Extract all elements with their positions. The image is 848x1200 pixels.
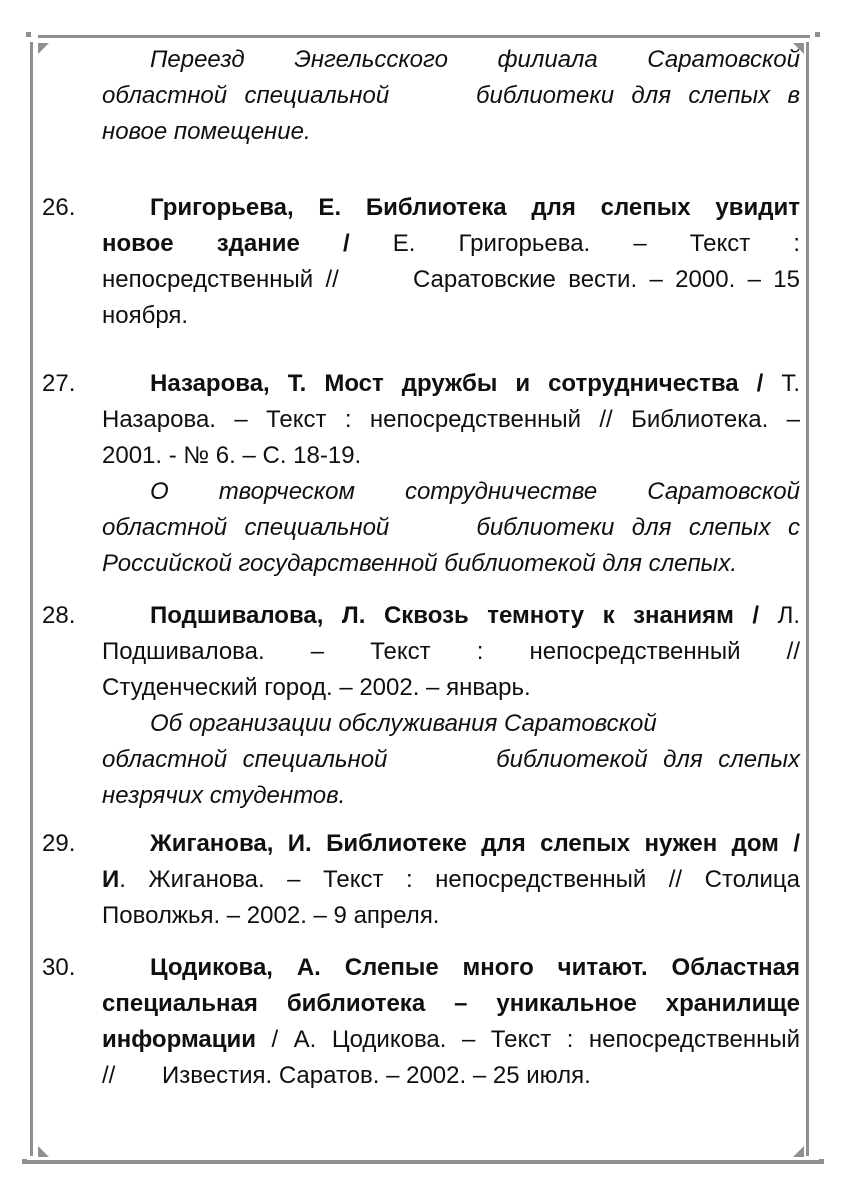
text-segment: непосредственный // Саратовские вести. – 2000. – 15 xyxy=(102,266,800,293)
entry-26-line-2 xyxy=(102,226,800,262)
entry-27-line-6 xyxy=(102,546,800,582)
text-segment: Назарова. – Текст : непосредственный // Библиотека. – xyxy=(102,406,800,433)
bibliography-entry-30 xyxy=(42,950,800,1094)
entry-28-line-6 xyxy=(102,778,800,814)
entry-number: 29. xyxy=(42,830,76,857)
bibliography-entry-27 xyxy=(42,366,800,582)
text-segment: // Известия. Саратов. – 2002. – 25 июля. xyxy=(102,1062,591,1089)
entry-30-line-4 xyxy=(102,1058,800,1094)
bibliography-entry-26 xyxy=(42,190,801,334)
intro-annotation-line-3 xyxy=(102,114,800,150)
entry-number: 26. xyxy=(42,194,76,221)
entry-27-line-3 xyxy=(102,438,800,474)
entry-30-line-2 xyxy=(102,986,800,1022)
text-segment: Е. Григорьева. – Текст : xyxy=(349,230,801,257)
entry-27-line-1 xyxy=(102,366,800,402)
entry-26-line-1 xyxy=(102,190,800,226)
entry-29-line-1 xyxy=(102,826,800,862)
bibliography-entry-29 xyxy=(42,826,800,934)
entry-29-line-3 xyxy=(102,898,800,934)
text-segment: Т. xyxy=(763,370,800,397)
intro-annotation-line-2 xyxy=(102,78,800,114)
border-corner-dot-bottom-left xyxy=(22,1159,27,1164)
entry-28-line-4 xyxy=(102,706,800,742)
text-segment: И xyxy=(102,866,120,893)
text-segment: Григорьева, Е. Библиотека для слепых увидит xyxy=(150,194,800,221)
text-segment: Л. xyxy=(759,602,800,629)
text-segment: Российской государственной библиотекой для слепых. xyxy=(102,550,737,577)
entry-number: 28. xyxy=(42,602,76,629)
text-segment: 2001. - № 6. – С. 18-19. xyxy=(102,442,362,469)
text-segment: Переезд Энгельсского филиала Саратовской xyxy=(150,46,800,73)
entry-number: 27. xyxy=(42,370,76,397)
entry-26-line-4 xyxy=(102,298,800,334)
border-corner-dot-bottom-right xyxy=(819,1159,824,1164)
intro-annotation xyxy=(102,42,800,150)
text-segment: Цодикова, А. Слепые много читают. Областная xyxy=(150,954,800,981)
text-segment: / А. Цодикова. – Текст : непосредственный xyxy=(255,1026,800,1053)
text-segment: Об организации обслуживания Саратовской xyxy=(150,710,657,737)
text-segment: Поволжья. – 2002. – 9 апреля. xyxy=(102,902,440,929)
text-segment: областной специальной библиотеки для слепых в xyxy=(102,82,800,109)
text-segment: областной специальной библиотекой для слепых xyxy=(102,746,800,773)
text-segment: Жиганова, И. Библиотеке для слепых нужен дом / xyxy=(150,830,800,857)
text-segment: новое здание / xyxy=(102,230,350,257)
entry-28-line-2 xyxy=(102,634,800,670)
entry-30-line-3 xyxy=(102,1022,800,1058)
entry-26-line-3 xyxy=(102,262,800,298)
text-segment: новое помещение. xyxy=(102,118,311,145)
text-segment: Подшивалова. – Текст : непосредственный // xyxy=(102,638,800,665)
text-segment: информации xyxy=(102,1026,256,1053)
entry-number: 30. xyxy=(42,954,76,981)
text-segment: . Жиганова. – Текст : непосредственный // Столица xyxy=(119,866,800,893)
text-segment: ноября. xyxy=(102,302,189,329)
entry-27-line-5 xyxy=(102,510,800,546)
border-corner-triangle-bottom-right xyxy=(793,1146,804,1157)
intro-annotation-line-1 xyxy=(102,42,800,78)
entry-27-line-2 xyxy=(102,402,800,438)
entry-28-line-3 xyxy=(102,670,800,706)
border-corner-triangle-bottom-left xyxy=(38,1146,49,1157)
text-segment: Назарова, Т. Мост дружбы и сотрудничества / xyxy=(150,370,764,397)
text-segment: незрячих студентов. xyxy=(102,782,346,809)
text-segment: областной специальной библиотеки для слепых с xyxy=(102,514,800,541)
text-segment: Подшивалова, Л. Сквозь темноту к знаниям / xyxy=(150,602,760,629)
bibliography-entry-28 xyxy=(42,598,800,814)
page-border-bottom-line xyxy=(25,1160,823,1164)
entry-30-line-1 xyxy=(102,950,800,986)
text-segment: О творческом сотрудничестве Саратовской xyxy=(150,478,800,505)
text-segment: Студенческий город. – 2002. – январь. xyxy=(102,674,531,701)
entry-28-line-1 xyxy=(102,598,800,634)
entry-27-line-4 xyxy=(102,474,800,510)
entry-28-line-5 xyxy=(102,742,800,778)
entry-29-line-2 xyxy=(102,862,800,898)
text-segment: специальная библиотека – уникальное хранилище xyxy=(102,990,800,1017)
